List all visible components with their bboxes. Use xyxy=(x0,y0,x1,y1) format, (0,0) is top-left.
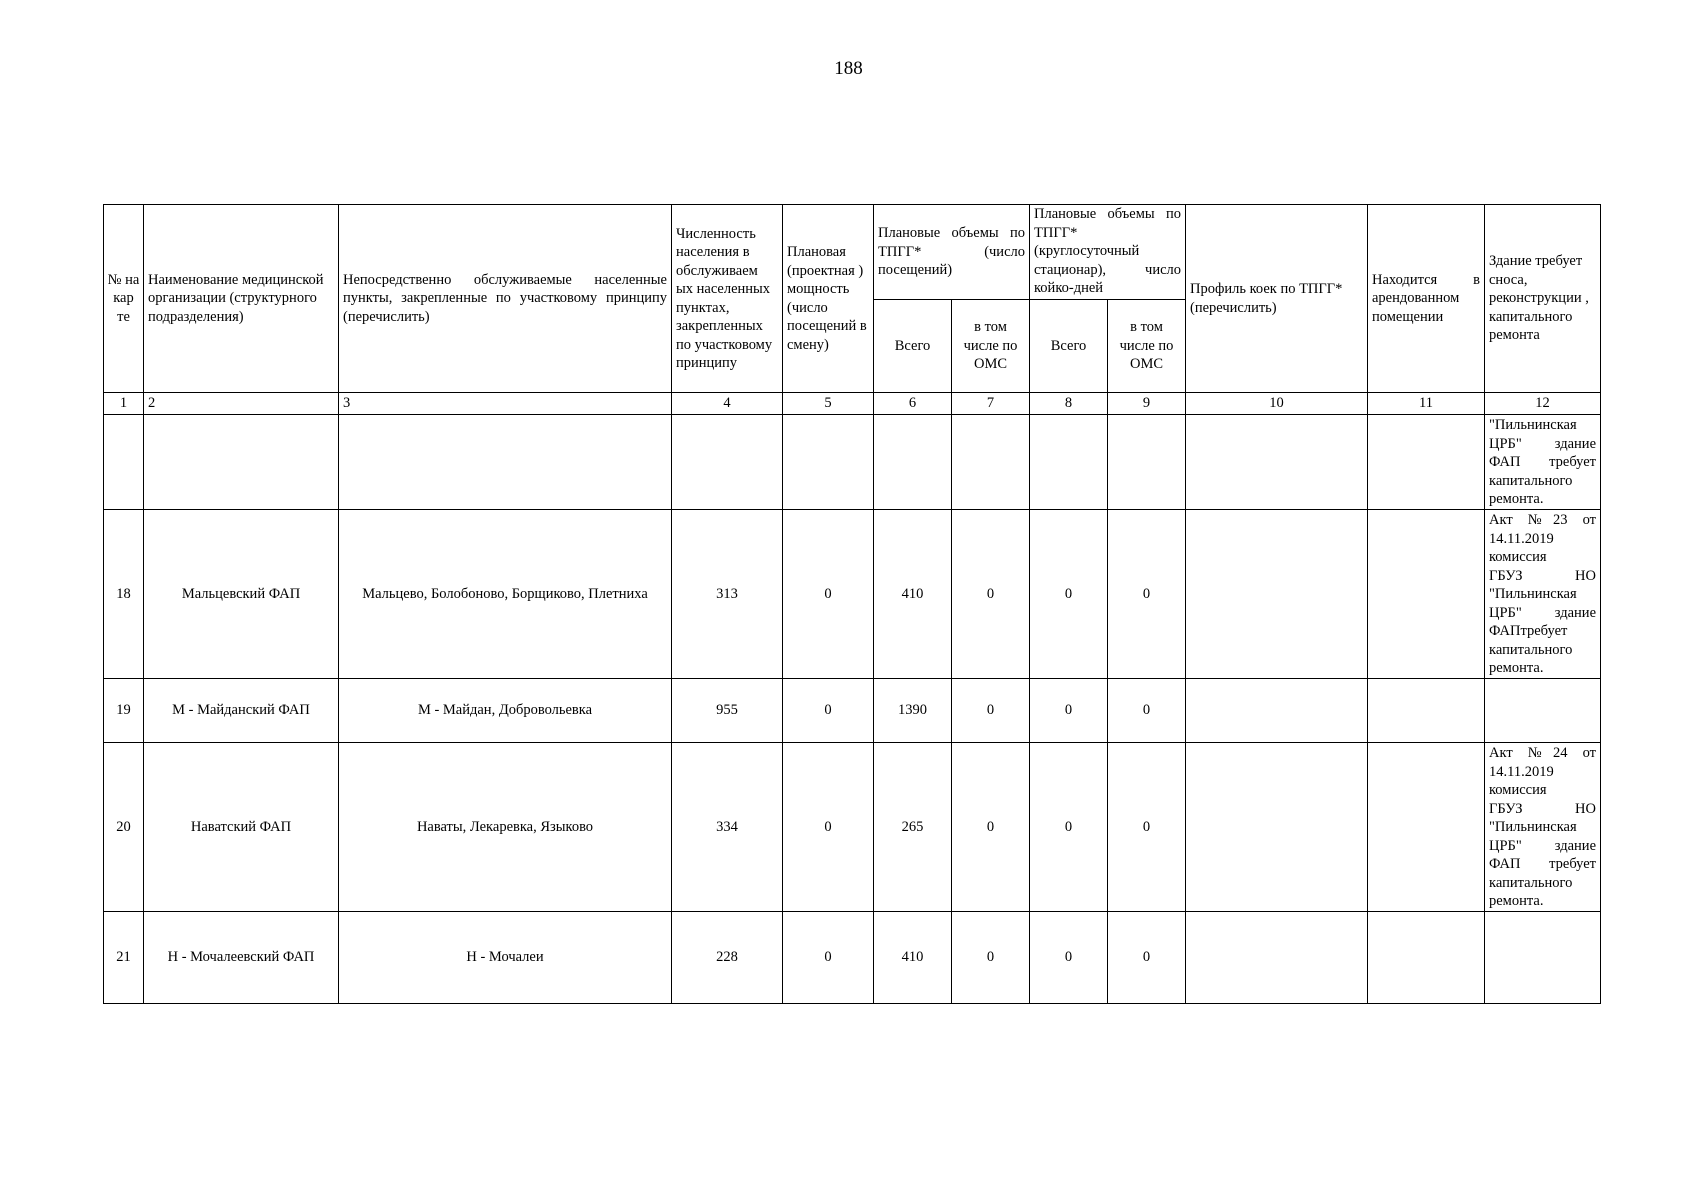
note-line: капитального xyxy=(1489,641,1573,658)
rented-premises xyxy=(1368,679,1485,743)
population: 334 xyxy=(672,743,783,912)
note-line: "Пильнинская xyxy=(1489,586,1577,602)
note-line: 14.11.2019 xyxy=(1489,763,1554,780)
organization-name: М - Майданский ФАП xyxy=(144,679,339,743)
table-row xyxy=(104,679,1601,743)
repair-note xyxy=(1485,743,1601,912)
visits-total: 410 xyxy=(874,510,952,679)
row-number: 18 xyxy=(104,510,144,679)
column-number: 2 xyxy=(144,393,339,415)
beds-total: 0 xyxy=(1030,912,1108,1004)
header-row-top xyxy=(104,205,1601,300)
note-line: Акт №23 от xyxy=(1489,512,1596,528)
note-line: комиссия xyxy=(1489,549,1547,565)
note-line: капитального xyxy=(1489,472,1573,489)
note-line: "Пильнинская xyxy=(1489,819,1577,835)
note-line: ремонта. xyxy=(1489,893,1544,909)
bed-profile xyxy=(1186,679,1368,743)
column-number: 1 xyxy=(104,393,144,415)
beds-oms: 0 xyxy=(1108,510,1186,679)
visits-oms: 0 xyxy=(952,679,1030,743)
page-number: 188 xyxy=(834,58,863,79)
settlements: Н - Мочалеи xyxy=(339,912,672,1004)
capacity: 0 xyxy=(783,743,874,912)
note-line: ремонта. xyxy=(1489,491,1544,507)
beds-oms: 0 xyxy=(1108,743,1186,912)
column-number: 7 xyxy=(952,393,1030,415)
beds-oms: 0 xyxy=(1108,679,1186,743)
visits-oms: 0 xyxy=(952,912,1030,1004)
visits-total: 265 xyxy=(874,743,952,912)
settlements: Мальцево, Болобоново, Борщиково, Плетниха xyxy=(339,510,672,679)
beds-oms xyxy=(1108,415,1186,510)
column-number: 8 xyxy=(1030,393,1108,415)
note-line: комиссия xyxy=(1489,782,1547,798)
header-visits-group: Плановые объемы по ТПГГ* (число посещений) xyxy=(874,205,1030,300)
header-repair: Здание требует сноса, реконструкции , капитального ремонта xyxy=(1485,205,1601,393)
table-row xyxy=(104,912,1601,1004)
beds-total xyxy=(1030,415,1108,510)
column-number: 10 xyxy=(1186,393,1368,415)
note-line: ЦРБ" здание xyxy=(1489,604,1596,621)
visits-total: 410 xyxy=(874,912,952,1004)
header-population: Численность населения в обслуживаем ых населенных пунктах, закрепленных по участковому принципу xyxy=(672,205,783,393)
note-line: ФАП требует xyxy=(1489,454,1596,470)
table-row xyxy=(104,743,1601,912)
note-line: ЦРБ" здание xyxy=(1489,435,1596,452)
column-number: 12 xyxy=(1485,393,1601,415)
column-number: 5 xyxy=(783,393,874,415)
repair-note xyxy=(1485,510,1601,679)
capacity xyxy=(783,415,874,510)
rented-premises xyxy=(1368,743,1485,912)
rented-premises xyxy=(1368,912,1485,1004)
repair-note xyxy=(1485,415,1601,510)
organization-name: Мальцевский ФАП xyxy=(144,510,339,679)
note-line: "Пильнинская xyxy=(1489,417,1577,433)
row-number: 21 xyxy=(104,912,144,1004)
beds-total: 0 xyxy=(1030,510,1108,679)
population xyxy=(672,415,783,510)
column-number: 6 xyxy=(874,393,952,415)
header-bed-profile: Профиль коек по ТПГГ* (перечислить) xyxy=(1186,205,1368,393)
note-line: ЦРБ" здание xyxy=(1489,837,1596,854)
note-line: ГБУЗ НО xyxy=(1489,800,1596,817)
column-number: 4 xyxy=(672,393,783,415)
bed-profile xyxy=(1186,510,1368,679)
table-row xyxy=(104,415,1601,510)
header-organization: Наименование медицинской организации (структурного подразделения) xyxy=(144,205,339,393)
population: 228 xyxy=(672,912,783,1004)
table-row xyxy=(104,510,1601,679)
rented-premises xyxy=(1368,415,1485,510)
row-number: 20 xyxy=(104,743,144,912)
note-line: ремонта. xyxy=(1489,660,1544,676)
rented-premises xyxy=(1368,510,1485,679)
population: 313 xyxy=(672,510,783,679)
visits-oms xyxy=(952,415,1030,510)
capacity: 0 xyxy=(783,679,874,743)
header-beds-total: Всего xyxy=(1030,300,1108,393)
capacity: 0 xyxy=(783,912,874,1004)
header-beds-oms: в том числе по ОМС xyxy=(1108,300,1186,393)
header-beds-group: Плановые объемы по ТПГГ* (круглосуточный стационар), число койко-дней xyxy=(1030,205,1186,300)
beds-oms: 0 xyxy=(1108,912,1186,1004)
note-line: 14.11.2019 xyxy=(1489,530,1554,547)
repair-note xyxy=(1485,679,1601,743)
visits-total: 1390 xyxy=(874,679,952,743)
header-number: № на кар те xyxy=(104,205,144,393)
bed-profile xyxy=(1186,415,1368,510)
organization-name: Н - Мочалеевский ФАП xyxy=(144,912,339,1004)
row-number xyxy=(104,415,144,510)
settlements: М - Майдан, Добровольевка xyxy=(339,679,672,743)
header-visits-oms: в том числе по ОМС xyxy=(952,300,1030,393)
organization-name: Наватский ФАП xyxy=(144,743,339,912)
note-line: ФАП требует xyxy=(1489,856,1596,872)
column-number: 9 xyxy=(1108,393,1186,415)
header-settlements: Непосредственно обслуживаемые населенные пункты, закрепленные по участковому принципу (перечислить) xyxy=(339,205,672,393)
header-rented: Находится в арендованном помещении xyxy=(1368,205,1485,393)
row-number: 19 xyxy=(104,679,144,743)
header-visits-total: Всего xyxy=(874,300,952,393)
note-line: капитального xyxy=(1489,874,1573,891)
settlements: Наваты, Лекаревка, Языково xyxy=(339,743,672,912)
visits-total xyxy=(874,415,952,510)
note-line: Акт №24 от xyxy=(1489,745,1596,761)
bed-profile xyxy=(1186,912,1368,1004)
note-line: ФАПтребует xyxy=(1489,623,1568,639)
capacity: 0 xyxy=(783,510,874,679)
beds-total: 0 xyxy=(1030,743,1108,912)
header-capacity: Плановая (проектная ) мощность (число посещений в смену) xyxy=(783,205,874,393)
bed-profile xyxy=(1186,743,1368,912)
column-number: 11 xyxy=(1368,393,1485,415)
column-number-row xyxy=(104,393,1601,415)
settlements xyxy=(339,415,672,510)
repair-note xyxy=(1485,912,1601,1004)
facilities-table xyxy=(103,204,1601,1004)
organization-name xyxy=(144,415,339,510)
beds-total: 0 xyxy=(1030,679,1108,743)
population: 955 xyxy=(672,679,783,743)
visits-oms: 0 xyxy=(952,510,1030,679)
column-number: 3 xyxy=(339,393,672,415)
visits-oms: 0 xyxy=(952,743,1030,912)
note-line: ГБУЗ НО xyxy=(1489,567,1596,584)
